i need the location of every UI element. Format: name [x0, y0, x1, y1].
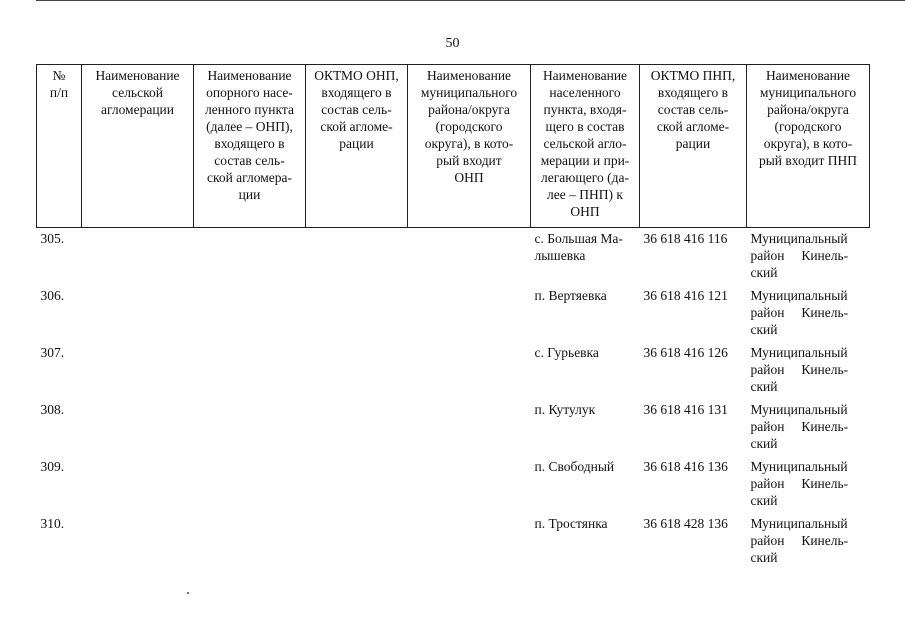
cell-pnp-name: с. Большая Ма- лышевка [534, 231, 623, 263]
cell-pnp-district [747, 513, 870, 570]
cell-pnp-district [747, 285, 870, 342]
header-onp-name: Наименование опорного насе- ленного пункта (далее – ОНП), входящего в состав сель- ской агломера- ции [194, 65, 306, 228]
district-line: ский [750, 550, 778, 565]
cell-agglomeration-name [82, 456, 194, 513]
cell-onp-oktmo [306, 285, 408, 342]
cell-pnp-oktmo: 36 618 416 126 [643, 345, 728, 360]
table-row [37, 285, 870, 342]
cell-row-number: 307. [40, 345, 65, 360]
cell-pnp-name: с. Гурьевка [534, 345, 599, 360]
district-line: ский [750, 265, 778, 280]
cell-onp-name [194, 456, 306, 513]
page-top-edge-line [36, 0, 905, 1]
cell-pnp-district [747, 399, 870, 456]
district-line: Муниципальный [750, 459, 848, 474]
cell-onp-district [408, 513, 531, 570]
cell-pnp-district [747, 456, 870, 513]
table-row [37, 228, 870, 286]
cell-pnp-oktmo: 36 618 416 116 [643, 231, 728, 246]
district-line: Муниципальный [750, 231, 848, 246]
cell-pnp-name: п. Тростянка [534, 516, 608, 531]
cell-onp-name [194, 399, 306, 456]
page-number: 50 [445, 36, 460, 51]
cell-pnp-oktmo: 36 618 416 136 [643, 459, 728, 474]
district-line: Муниципальный [750, 345, 848, 360]
cell-row-number: 305. [40, 231, 65, 246]
cell-pnp-district [747, 228, 870, 286]
cell-row-number: 308. [40, 402, 65, 417]
cell-row-number: 310. [40, 516, 65, 531]
cell-onp-district [408, 285, 531, 342]
cell-onp-district [408, 456, 531, 513]
district-line: район Кинель- [750, 476, 849, 491]
cell-agglomeration-name [82, 228, 194, 286]
cell-pnp-name: п. Кутулук [534, 402, 596, 417]
cell-pnp-name: п. Свободный [534, 459, 615, 474]
district-line: ский [750, 322, 778, 337]
district-line: ский [750, 379, 778, 394]
cell-agglomeration-name [82, 399, 194, 456]
district-line: район Кинель- [750, 533, 849, 548]
cell-row-number: 306. [40, 288, 65, 303]
district-line: район Кинель- [750, 305, 849, 320]
header-onp-district: Наименование муниципального района/округа (городского округа), в кото- рый входит ОНП [408, 65, 531, 228]
cell-pnp-district [747, 342, 870, 399]
cell-pnp-oktmo: 36 618 416 121 [643, 288, 728, 303]
cell-onp-oktmo [306, 228, 408, 286]
district-line: Муниципальный [750, 402, 848, 417]
district-line: Муниципальный [750, 516, 848, 531]
cell-agglomeration-name [82, 513, 194, 570]
cell-onp-oktmo [306, 342, 408, 399]
cell-onp-name [194, 342, 306, 399]
district-line: район Кинель- [750, 362, 849, 377]
header-pnp-oktmo: ОКТМО ПНП, входящего в состав сель- ской агломе- рации [640, 65, 747, 228]
cell-agglomeration-name [82, 285, 194, 342]
district-line: Муниципальный [750, 288, 848, 303]
scan-speck [187, 592, 189, 594]
header-pnp-name: Наименование населенного пункта, входя- щего в состав сельской агло- мерации и при- легающего (да- лее – ПНП) к ОНП [531, 65, 640, 228]
district-line: район Кинель- [750, 419, 849, 434]
cell-pnp-oktmo: 36 618 428 136 [643, 516, 728, 531]
table-row [37, 342, 870, 399]
district-line: ский [750, 493, 778, 508]
header-onp-oktmo: ОКТМО ОНП, входящего в состав сель- ской агломе- рации [306, 65, 408, 228]
cell-onp-oktmo [306, 513, 408, 570]
cell-pnp-name: п. Вертяевка [534, 288, 607, 303]
cell-row-number: 309. [40, 459, 65, 474]
cell-onp-name [194, 228, 306, 286]
table-row [37, 513, 870, 570]
header-row-number: № п/п [37, 65, 82, 228]
cell-agglomeration-name [82, 342, 194, 399]
cell-onp-oktmo [306, 399, 408, 456]
table-row [37, 399, 870, 456]
district-line: ский [750, 436, 778, 451]
table-header-row [37, 65, 870, 228]
cell-onp-oktmo [306, 456, 408, 513]
header-agglomeration-name: Наименование сельской агломерации [82, 65, 194, 228]
cell-onp-district [408, 399, 531, 456]
cell-onp-name [194, 285, 306, 342]
agglomeration-table [36, 64, 870, 570]
table-row [37, 456, 870, 513]
cell-onp-name [194, 513, 306, 570]
district-line: район Кинель- [750, 248, 849, 263]
cell-onp-district [408, 342, 531, 399]
table-body [37, 228, 870, 571]
header-pnp-district: Наименование муниципального района/округа (городского округа), в кото- рый входит ПНП [747, 65, 870, 228]
cell-pnp-oktmo: 36 618 416 131 [643, 402, 728, 417]
cell-onp-district [408, 228, 531, 286]
